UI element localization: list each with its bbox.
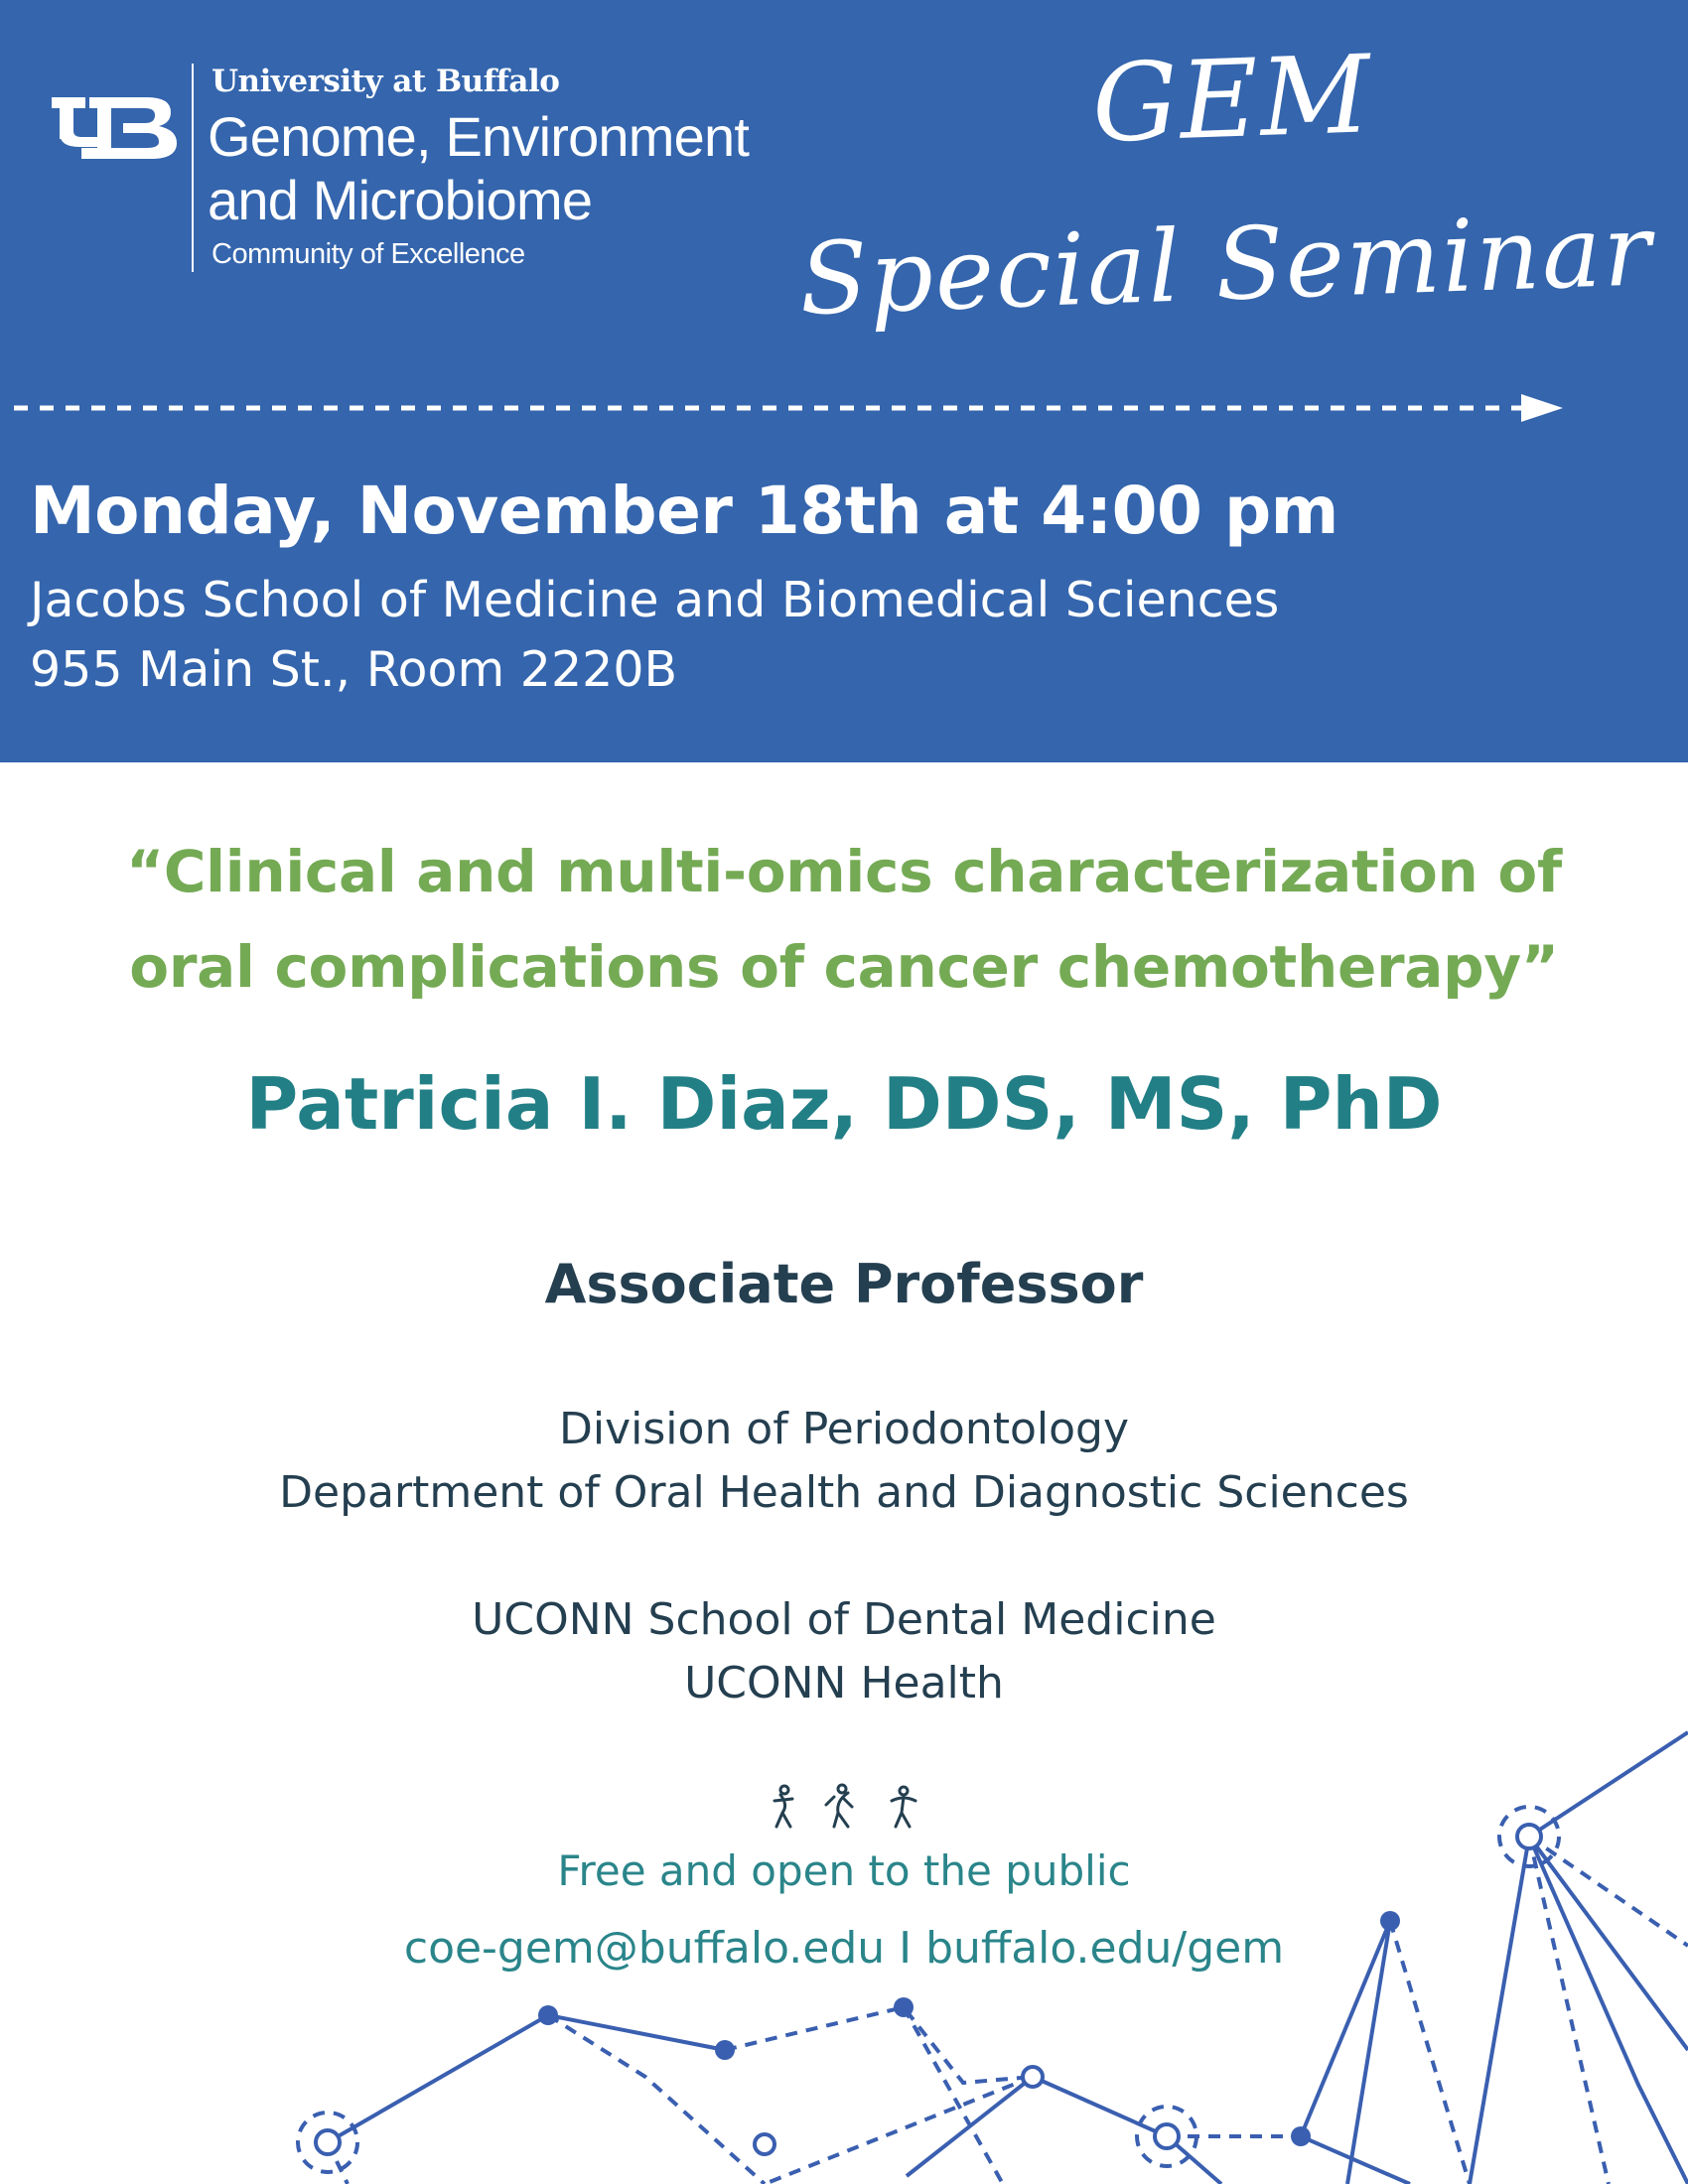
contact-info: coe-gem@buffalo.edu I buffalo.edu/gem: [403, 1923, 1285, 1974]
free-admission-note: Free and open to the public: [557, 1846, 1131, 1895]
script-title-special-seminar: Special Seminar: [797, 192, 1655, 338]
talk-title-line1: “Clinical and multi-omics characterization of: [126, 838, 1562, 905]
ub-logo-icon: [52, 97, 179, 159]
speaker-division: Division of Periodontology: [559, 1404, 1129, 1454]
speaker-institution: UCONN Health: [684, 1658, 1004, 1708]
logo-divider: [192, 64, 194, 272]
event-datetime: Monday, November 18th at 4:00 pm: [30, 473, 1338, 549]
venue-line2: 955 Main St., Room 2220B: [30, 641, 678, 698]
venue: [30, 566, 1279, 705]
university-name: University at Buffalo: [211, 64, 560, 99]
talk-title-line2: oral complications of cancer chemotherapy”: [129, 933, 1559, 1001]
speaker-name: Patricia I. Diaz, DDS, MS, PhD: [245, 1062, 1443, 1146]
speaker-department: Department of Oral Health and Diagnostic Sciences: [279, 1467, 1409, 1518]
script-title-gem: GEM: [1089, 33, 1374, 167]
dashed-arrow-icon: [14, 393, 1563, 423]
three-dancing-figures-icon: [765, 1783, 933, 1833]
community-name-line2: and Microbiome: [208, 169, 593, 231]
talk-title: [0, 824, 1688, 1015]
venue-line1: Jacobs School of Medicine and Biomedical Sciences: [30, 572, 1280, 628]
speaker-institution-block: [0, 1588, 1688, 1715]
community-name: [208, 105, 749, 232]
speaker-position: Associate Professor: [544, 1253, 1144, 1315]
speaker-division-block: [0, 1398, 1688, 1525]
community-subtitle: Community of Excellence: [211, 238, 525, 270]
header-banner: [0, 0, 1688, 762]
community-name-line1: Genome, Environment: [208, 105, 750, 168]
speaker-school: UCONN School of Dental Medicine: [472, 1594, 1216, 1645]
